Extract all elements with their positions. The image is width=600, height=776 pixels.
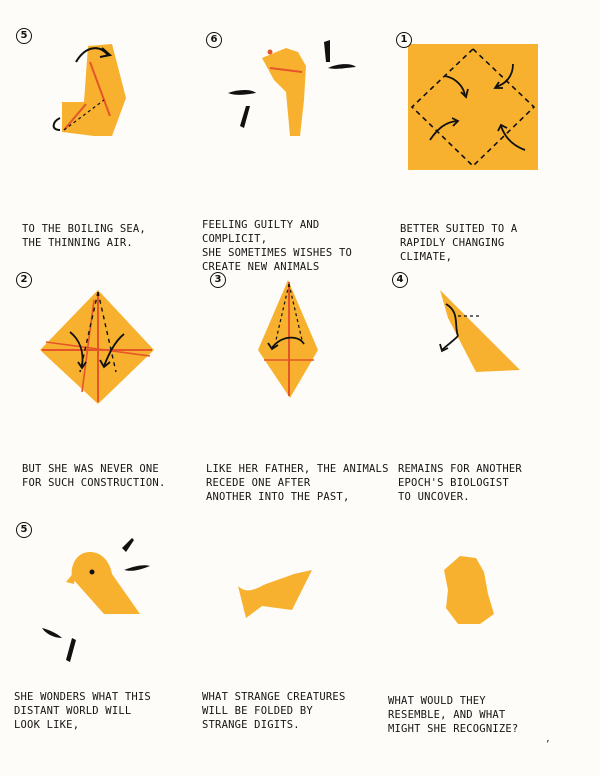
caption-step-4: REMAINS FOR ANOTHER EPOCH'S BIOLOGIST TO UNCOVER.	[398, 463, 522, 503]
folded-shape-unknown-2	[444, 556, 494, 624]
caption-step-8: WHAT STRANGE CREATURES WILL BE FOLDED BY STRANGE DIGITS.	[202, 691, 346, 731]
caption-step-9: WHAT WOULD THEY RESEMBLE, AND WHAT MIGHT SHE RECOGNIZE?	[388, 695, 519, 735]
fold-step-5-top-shape	[54, 44, 126, 136]
caption-step-3: LIKE HER FATHER, THE ANIMALS RECEDE ONE AFTER ANOTHER INTO THE PAST,	[206, 463, 389, 503]
step-number-5-bottom: 5	[16, 522, 32, 538]
step-number-6: 6	[206, 32, 222, 48]
step-number-1: 1	[396, 32, 412, 48]
fold-step-1-square	[408, 44, 538, 170]
caption-step-6: FEELING GUILTY AND COMPLICIT, SHE SOMETIMES WISHES TO CREATE NEW ANIMALS	[202, 219, 352, 273]
fold-step-2-diamond	[40, 290, 154, 404]
caption-step-1: BETTER SUITED TO A RAPIDLY CHANGING CLIMATE,	[400, 223, 518, 263]
caption-step-2: BUT SHE WAS NEVER ONE FOR SUCH CONSTRUCTION.	[22, 463, 166, 489]
step-number-2: 2	[16, 272, 32, 288]
fold-step-4-slanted	[440, 290, 520, 372]
step-number-3: 3	[210, 272, 226, 288]
fold-step-5-bird	[42, 538, 150, 662]
corner-ink-mark: ’	[546, 738, 550, 751]
caption-step-5-bottom: SHE WONDERS WHAT THIS DISTANT WORLD WILL LOOK LIKE,	[14, 691, 151, 731]
caption-step-5-top: TO THE BOILING SEA, THE THINNING AIR.	[22, 223, 146, 249]
folded-shape-unknown-1	[238, 570, 312, 618]
step-number-5-top: 5	[16, 28, 32, 44]
fold-step-6-bird	[228, 40, 356, 136]
step-number-4: 4	[392, 272, 408, 288]
fold-step-3-kite	[258, 280, 318, 398]
